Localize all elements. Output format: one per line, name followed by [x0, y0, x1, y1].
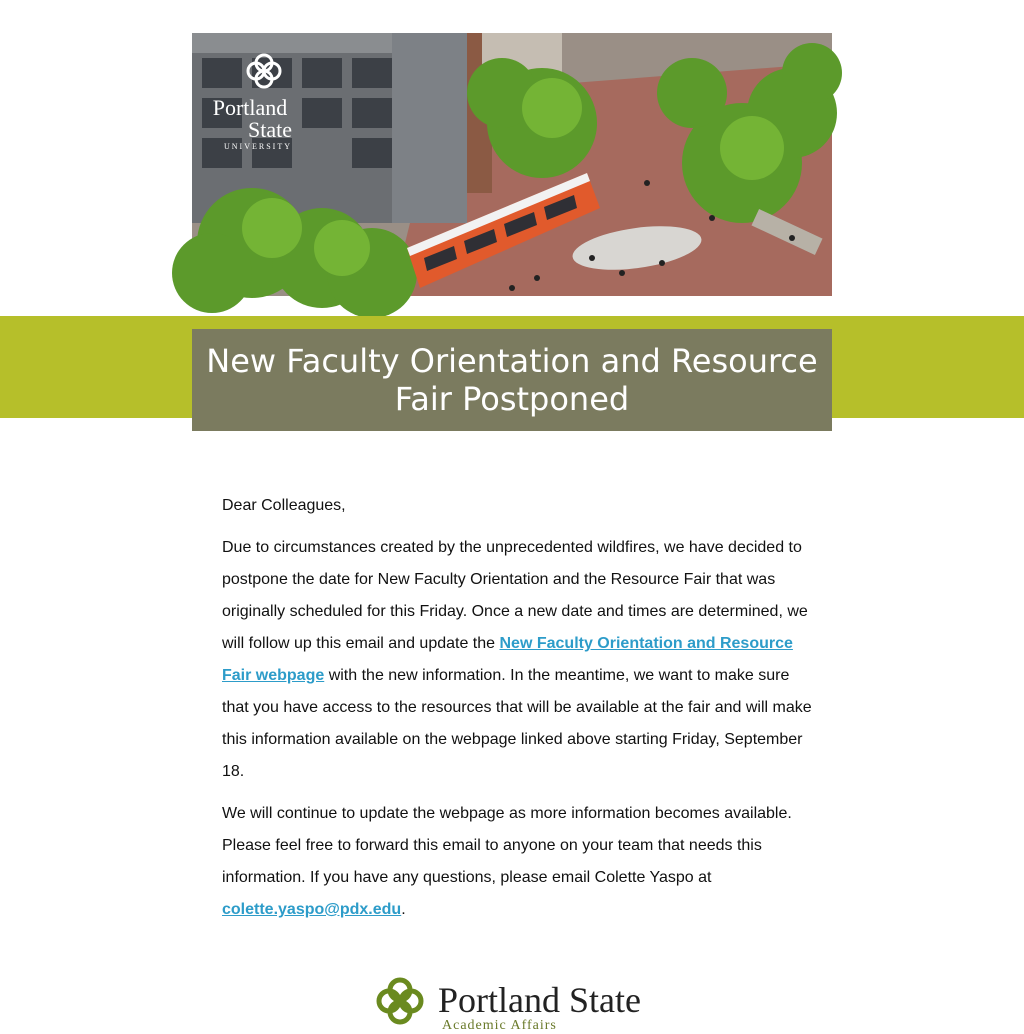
campus-photo	[192, 33, 832, 296]
paragraph-2-text-end: .	[401, 901, 406, 918]
footer-wordmark: Portland State	[438, 980, 641, 1020]
logo-line2: State	[248, 117, 292, 142]
paragraph-1	[222, 532, 812, 788]
hero-image	[192, 33, 832, 296]
footer-subtitle: Academic Affairs	[442, 1018, 557, 1033]
title-box	[192, 329, 832, 431]
psu-knot-icon	[370, 976, 430, 1026]
orientation-webpage-link[interactable]: New Faculty Orientation and Resource Fair webpage	[222, 635, 793, 684]
email-body	[222, 490, 812, 936]
footer-logo	[370, 974, 670, 1033]
logo-line1: Portland	[212, 95, 288, 120]
paragraph-2	[222, 798, 812, 926]
page-title: New Faculty Orientation and Resource Fair Postponed	[206, 342, 818, 418]
email-link[interactable]: colette.yaspo@pdx.edu	[222, 901, 402, 918]
paragraph-1-text-start: Due to circumstances created by the unprecedented wildfires, we have decided to postpone the date for New Faculty Orientation and the Resource Fair that was originally scheduled for this Friday. Once a new date and times are determined, we will follow up this email and update the	[222, 539, 808, 652]
paragraph-1-text-end: with the new information. In the meantime, we want to make sure that you have access to the resources that will be available at the fair and will make this information available on the webpage linked above starting Friday, September 18.	[222, 667, 812, 780]
greeting: Dear Colleagues,	[222, 497, 346, 514]
paragraph-2-text-start: We will continue to update the webpage as more information becomes available. Please feel free to forward this email to anyone on your team that needs this information. If you have any questions, please email Colette Yaspo at	[222, 805, 792, 886]
logo-line3: UNIVERSITY	[224, 142, 292, 151]
